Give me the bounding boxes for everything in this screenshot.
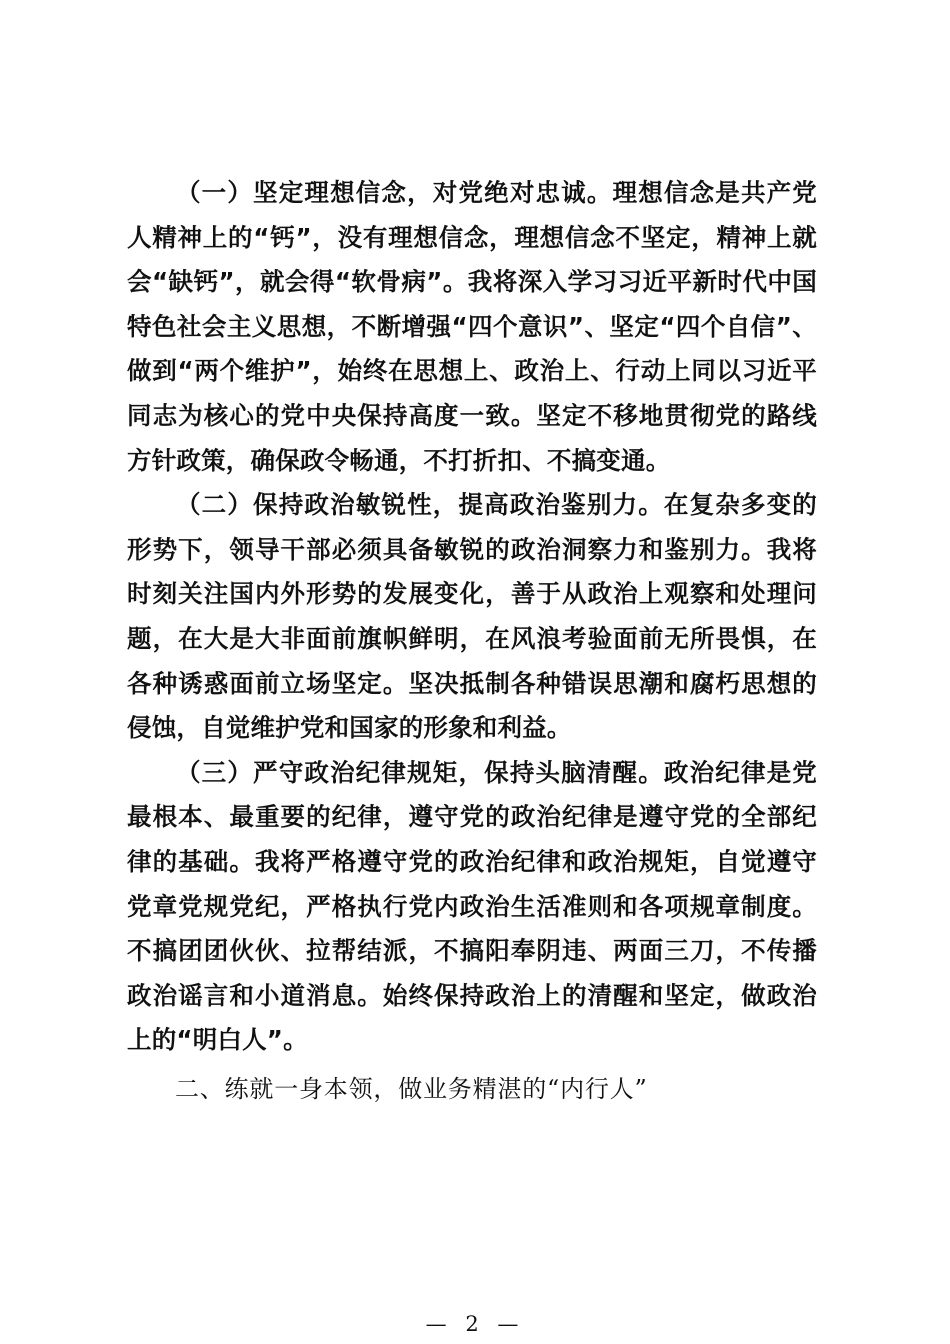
page-number: — 2 — — [425, 1312, 525, 1336]
paragraph-2: （二）保持政治敏锐性，提高政治鉴别力。在复杂多变的形势下，领导干部必须具备敏锐的政治洞察力和鉴别力。我将时刻关注国内外形势的发展变化，善于从政治上观察和处理问题，在大是大非面前旗帜鲜明，在风浪考验面前无所畏惧，在各种诱惑面前立场坚定。坚决抵制各种错误思潮和腐朽思想的侵蚀，自觉维护党和国家的形象和利益。 — [127, 490, 817, 743]
paragraph-3: （三）严守政治纪律规矩，保持头脑清醒。政治纪律是党最根本、最重要的纪律，遵守党的政治纪律是遵守党的全部纪律的基础。我将严格遵守党的政治纪律和政治规矩，自觉遵守党章党规党纪，严格执行党内政治生活准则和各项规章制度。不搞团团伙伙、拉帮结派，不搞阳奉阴违、两面三刀，不传播政治谣言和小道消息。始终保持政治上的清醒和坚定，做政治上的“明白人”。 — [127, 757, 817, 1055]
section-heading: 二、练就一身本领，做业务精湛的“内行人” — [175, 1074, 648, 1103]
paragraph-1: （一）坚定理想信念，对党绝对忠诚。理想信念是共产党人精神上的“钙”，没有理想信念，理想信念不坚定，精神上就会“缺钙”，就会得“软骨病”。我将深入学习习近平新时代中国特色社会主义思想，不断增强“四个意识”、坚定“四个自信”、做到“两个维护”，始终在思想上、政治上、行动上同以习近平同志为核心的党中央保持高度一致。坚定不移地贯彻党的路线方针政策，确保政令畅通，不打折扣、不搞变通。 — [127, 178, 817, 475]
document-body — [127, 171, 817, 1111]
